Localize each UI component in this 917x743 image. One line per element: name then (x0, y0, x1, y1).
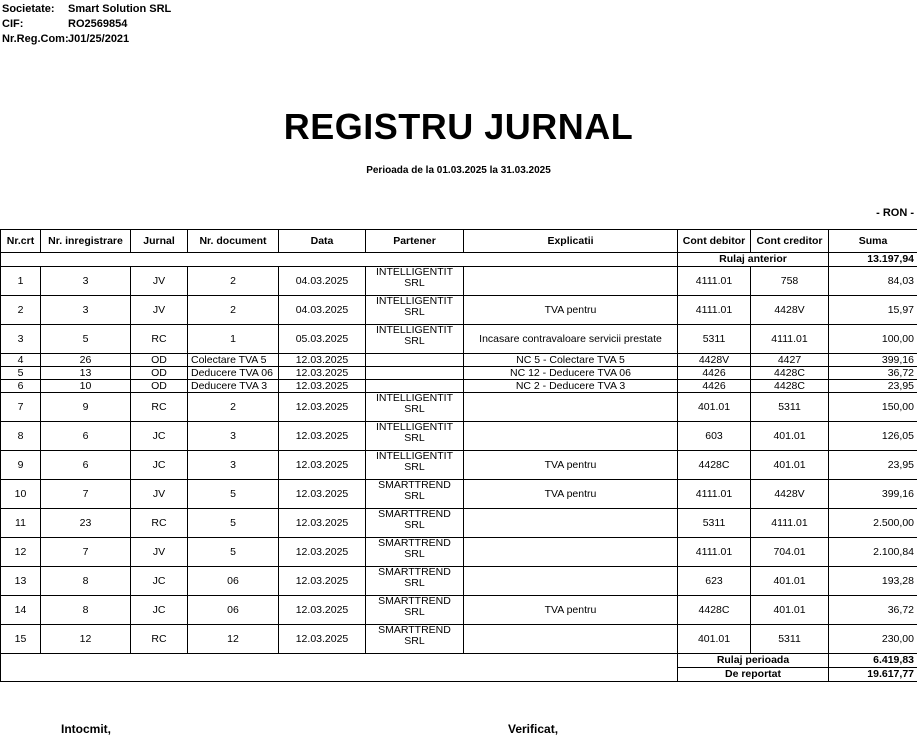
cell-partener: SMARTTREND SRL (366, 538, 464, 567)
cell-nrcrt: 12 (1, 538, 41, 567)
cell-debit: 4428C (678, 596, 751, 625)
cell-nrinreg: 8 (41, 567, 131, 596)
cell-data: 04.03.2025 (279, 296, 366, 325)
table-row (1, 538, 917, 567)
cell-suma: 100,00 (829, 325, 917, 354)
cell-nrdoc: 3 (188, 451, 279, 480)
cell-explicatii (464, 393, 678, 422)
table-row (1, 567, 917, 596)
cell-nrcrt: 4 (1, 354, 41, 367)
cell-credit: 4428C (751, 367, 829, 380)
cell-debit: 4111.01 (678, 296, 751, 325)
cell-nrinreg: 26 (41, 354, 131, 367)
cell-suma: 150,00 (829, 393, 917, 422)
cell-debit: 401.01 (678, 625, 751, 654)
cell-credit: 4428V (751, 480, 829, 509)
de-reportat-value: 19.617,77 (829, 668, 917, 682)
cell-credit: 401.01 (751, 596, 829, 625)
cell-nrdoc: 5 (188, 509, 279, 538)
cell-jurnal: JV (131, 296, 188, 325)
cell-nrdoc: 1 (188, 325, 279, 354)
cell-jurnal: JV (131, 267, 188, 296)
cell-partener: SMARTTREND SRL (366, 480, 464, 509)
cell-explicatii: TVA pentru (464, 451, 678, 480)
cell-credit: 4428V (751, 296, 829, 325)
cell-nrcrt: 5 (1, 367, 41, 380)
verificat-label: Verificat, (508, 722, 559, 736)
col-header-nrinreg: Nr. inregistrare (41, 230, 131, 253)
cell-data: 12.03.2025 (279, 509, 366, 538)
cell-data: 04.03.2025 (279, 267, 366, 296)
table-row (1, 267, 917, 296)
cell-data: 12.03.2025 (279, 354, 366, 367)
company-regcom-row (2, 32, 171, 47)
table-row (1, 393, 917, 422)
cell-explicatii: TVA pentru (464, 296, 678, 325)
rulaj-anterior-row (1, 253, 917, 267)
cell-partener (366, 367, 464, 380)
cell-nrcrt: 14 (1, 596, 41, 625)
cell-debit: 4426 (678, 380, 751, 393)
cell-partener: INTELLIGENTIT SRL (366, 422, 464, 451)
totals-spacer (1, 654, 678, 682)
cell-partener: INTELLIGENTIT SRL (366, 267, 464, 296)
company-info (2, 2, 171, 47)
cell-nrinreg: 3 (41, 296, 131, 325)
company-cif-label: CIF: (2, 18, 24, 30)
cell-jurnal: RC (131, 325, 188, 354)
cell-partener: SMARTTREND SRL (366, 625, 464, 654)
cell-nrcrt: 9 (1, 451, 41, 480)
cell-credit: 4111.01 (751, 325, 829, 354)
cell-credit: 4428C (751, 380, 829, 393)
cell-nrinreg: 13 (41, 367, 131, 380)
cell-nrcrt: 3 (1, 325, 41, 354)
cell-debit: 4111.01 (678, 480, 751, 509)
cell-data: 12.03.2025 (279, 380, 366, 393)
cell-jurnal: RC (131, 393, 188, 422)
company-name-row (2, 2, 171, 17)
cell-data: 12.03.2025 (279, 393, 366, 422)
col-header-suma: Suma (829, 230, 917, 253)
cell-nrdoc: 5 (188, 538, 279, 567)
cell-nrcrt: 8 (1, 422, 41, 451)
cell-nrcrt: 6 (1, 380, 41, 393)
cell-suma: 399,16 (829, 354, 917, 367)
rulaj-anterior-spacer (1, 253, 678, 267)
cell-debit: 4426 (678, 367, 751, 380)
cell-credit: 4111.01 (751, 509, 829, 538)
cell-suma: 36,72 (829, 596, 917, 625)
company-regcom-label: Nr.Reg.Com: (2, 33, 69, 45)
cell-explicatii (464, 625, 678, 654)
cell-partener (366, 380, 464, 393)
rulaj-perioada-label: Rulaj perioada (678, 654, 829, 668)
cell-nrcrt: 7 (1, 393, 41, 422)
table-row (1, 451, 917, 480)
cell-nrdoc: 2 (188, 393, 279, 422)
col-header-jurnal: Jurnal (131, 230, 188, 253)
period-subtitle: Perioada de la 01.03.2025 la 31.03.2025 (366, 165, 551, 176)
cell-nrdoc: Deducere TVA 3 (188, 380, 279, 393)
cell-data: 12.03.2025 (279, 451, 366, 480)
currency-label: - RON - (876, 207, 914, 219)
intocmit-label: Intocmit, (61, 722, 111, 736)
cell-debit: 5311 (678, 325, 751, 354)
cell-nrcrt: 11 (1, 509, 41, 538)
cell-suma: 36,72 (829, 367, 917, 380)
cell-nrdoc: Deducere TVA 06 (188, 367, 279, 380)
cell-nrdoc: 12 (188, 625, 279, 654)
cell-debit: 4428V (678, 354, 751, 367)
cell-suma: 399,16 (829, 480, 917, 509)
table-row (1, 325, 917, 354)
cell-nrinreg: 3 (41, 267, 131, 296)
cell-jurnal: OD (131, 367, 188, 380)
cell-nrinreg: 9 (41, 393, 131, 422)
cell-nrinreg: 7 (41, 538, 131, 567)
cell-debit: 401.01 (678, 393, 751, 422)
cell-jurnal: RC (131, 509, 188, 538)
cell-nrdoc: 2 (188, 267, 279, 296)
cell-data: 12.03.2025 (279, 480, 366, 509)
table-row (1, 509, 917, 538)
cell-credit: 5311 (751, 393, 829, 422)
cell-jurnal: JC (131, 596, 188, 625)
cell-partener (366, 354, 464, 367)
col-header-data: Data (279, 230, 366, 253)
table-row (1, 367, 917, 380)
rulaj-anterior-label: Rulaj anterior (678, 253, 829, 267)
table-header-row (1, 230, 917, 253)
cell-data: 12.03.2025 (279, 422, 366, 451)
cell-data: 12.03.2025 (279, 625, 366, 654)
table-row (1, 354, 917, 367)
cell-explicatii (464, 509, 678, 538)
cell-explicatii: NC 2 - Deducere TVA 3 (464, 380, 678, 393)
cell-jurnal: JV (131, 538, 188, 567)
cell-nrdoc: 3 (188, 422, 279, 451)
cell-debit: 4111.01 (678, 538, 751, 567)
col-header-nrdoc: Nr. document (188, 230, 279, 253)
journal-table (0, 229, 917, 682)
cell-nrinreg: 12 (41, 625, 131, 654)
cell-partener: INTELLIGENTIT SRL (366, 393, 464, 422)
cell-nrdoc: 2 (188, 296, 279, 325)
de-reportat-label: De reportat (678, 668, 829, 682)
cell-jurnal: JC (131, 422, 188, 451)
cell-suma: 2.100,84 (829, 538, 917, 567)
cell-data: 12.03.2025 (279, 367, 366, 380)
cell-data: 12.03.2025 (279, 538, 366, 567)
cell-partener: SMARTTREND SRL (366, 596, 464, 625)
cell-nrcrt: 13 (1, 567, 41, 596)
table-row (1, 422, 917, 451)
cell-suma: 126,05 (829, 422, 917, 451)
cell-debit: 623 (678, 567, 751, 596)
rulaj-perioada-value: 6.419,83 (829, 654, 917, 668)
cell-partener: SMARTTREND SRL (366, 567, 464, 596)
cell-jurnal: JC (131, 451, 188, 480)
cell-nrdoc: 5 (188, 480, 279, 509)
cell-debit: 603 (678, 422, 751, 451)
cell-nrinreg: 5 (41, 325, 131, 354)
cell-explicatii (464, 567, 678, 596)
cell-suma: 84,03 (829, 267, 917, 296)
cell-suma: 230,00 (829, 625, 917, 654)
cell-data: 12.03.2025 (279, 567, 366, 596)
cell-partener: INTELLIGENTIT SRL (366, 451, 464, 480)
cell-suma: 15,97 (829, 296, 917, 325)
cell-data: 05.03.2025 (279, 325, 366, 354)
cell-credit: 758 (751, 267, 829, 296)
rulaj-anterior-value: 13.197,94 (829, 253, 917, 267)
col-header-cont-debitor: Cont debitor (678, 230, 751, 253)
cell-explicatii (464, 267, 678, 296)
col-header-cont-creditor: Cont creditor (751, 230, 829, 253)
cell-nrcrt: 2 (1, 296, 41, 325)
cell-partener: INTELLIGENTIT SRL (366, 296, 464, 325)
company-regcom-value: J01/25/2021 (68, 33, 130, 45)
company-cif-row (2, 17, 171, 32)
cell-jurnal: JC (131, 567, 188, 596)
cell-partener: SMARTTREND SRL (366, 509, 464, 538)
company-name-value: Smart Solution SRL (68, 3, 172, 15)
cell-nrcrt: 15 (1, 625, 41, 654)
col-header-partener: Partener (366, 230, 464, 253)
cell-suma: 193,28 (829, 567, 917, 596)
cell-suma: 2.500,00 (829, 509, 917, 538)
cell-nrinreg: 6 (41, 451, 131, 480)
cell-suma: 23,95 (829, 451, 917, 480)
cell-nrinreg: 6 (41, 422, 131, 451)
page-title: REGISTRU JURNAL (283, 106, 634, 147)
table-row (1, 596, 917, 625)
cell-data: 12.03.2025 (279, 596, 366, 625)
cell-credit: 401.01 (751, 567, 829, 596)
cell-debit: 5311 (678, 509, 751, 538)
cell-credit: 5311 (751, 625, 829, 654)
cell-explicatii (464, 422, 678, 451)
table-row (1, 296, 917, 325)
cell-partener: INTELLIGENTIT SRL (366, 325, 464, 354)
col-header-explicatii: Explicatii (464, 230, 678, 253)
cell-nrinreg: 10 (41, 380, 131, 393)
col-header-nrcrt: Nr.crt (1, 230, 41, 253)
cell-explicatii (464, 538, 678, 567)
cell-explicatii: NC 5 - Colectare TVA 5 (464, 354, 678, 367)
cell-jurnal: JV (131, 480, 188, 509)
cell-nrinreg: 23 (41, 509, 131, 538)
cell-jurnal: OD (131, 354, 188, 367)
cell-jurnal: RC (131, 625, 188, 654)
table-row (1, 480, 917, 509)
cell-nrdoc: Colectare TVA 5 (188, 354, 279, 367)
cell-nrcrt: 10 (1, 480, 41, 509)
cell-nrdoc: 06 (188, 567, 279, 596)
cell-explicatii: TVA pentru (464, 480, 678, 509)
cell-credit: 401.01 (751, 422, 829, 451)
cell-debit: 4428C (678, 451, 751, 480)
cell-debit: 4111.01 (678, 267, 751, 296)
cell-explicatii: Incasare contravaloare servicii prestate (464, 325, 678, 354)
cell-credit: 401.01 (751, 451, 829, 480)
cell-credit: 4427 (751, 354, 829, 367)
cell-explicatii: TVA pentru (464, 596, 678, 625)
cell-credit: 704.01 (751, 538, 829, 567)
cell-nrcrt: 1 (1, 267, 41, 296)
cell-explicatii: NC 12 - Deducere TVA 06 (464, 367, 678, 380)
company-name-label: Societate: (2, 3, 55, 15)
cell-nrinreg: 8 (41, 596, 131, 625)
table-row (1, 625, 917, 654)
cell-nrinreg: 7 (41, 480, 131, 509)
cell-suma: 23,95 (829, 380, 917, 393)
table-row (1, 380, 917, 393)
cell-jurnal: OD (131, 380, 188, 393)
cell-nrdoc: 06 (188, 596, 279, 625)
company-cif-value: RO2569854 (68, 18, 128, 30)
rulaj-perioada-row (1, 654, 917, 668)
